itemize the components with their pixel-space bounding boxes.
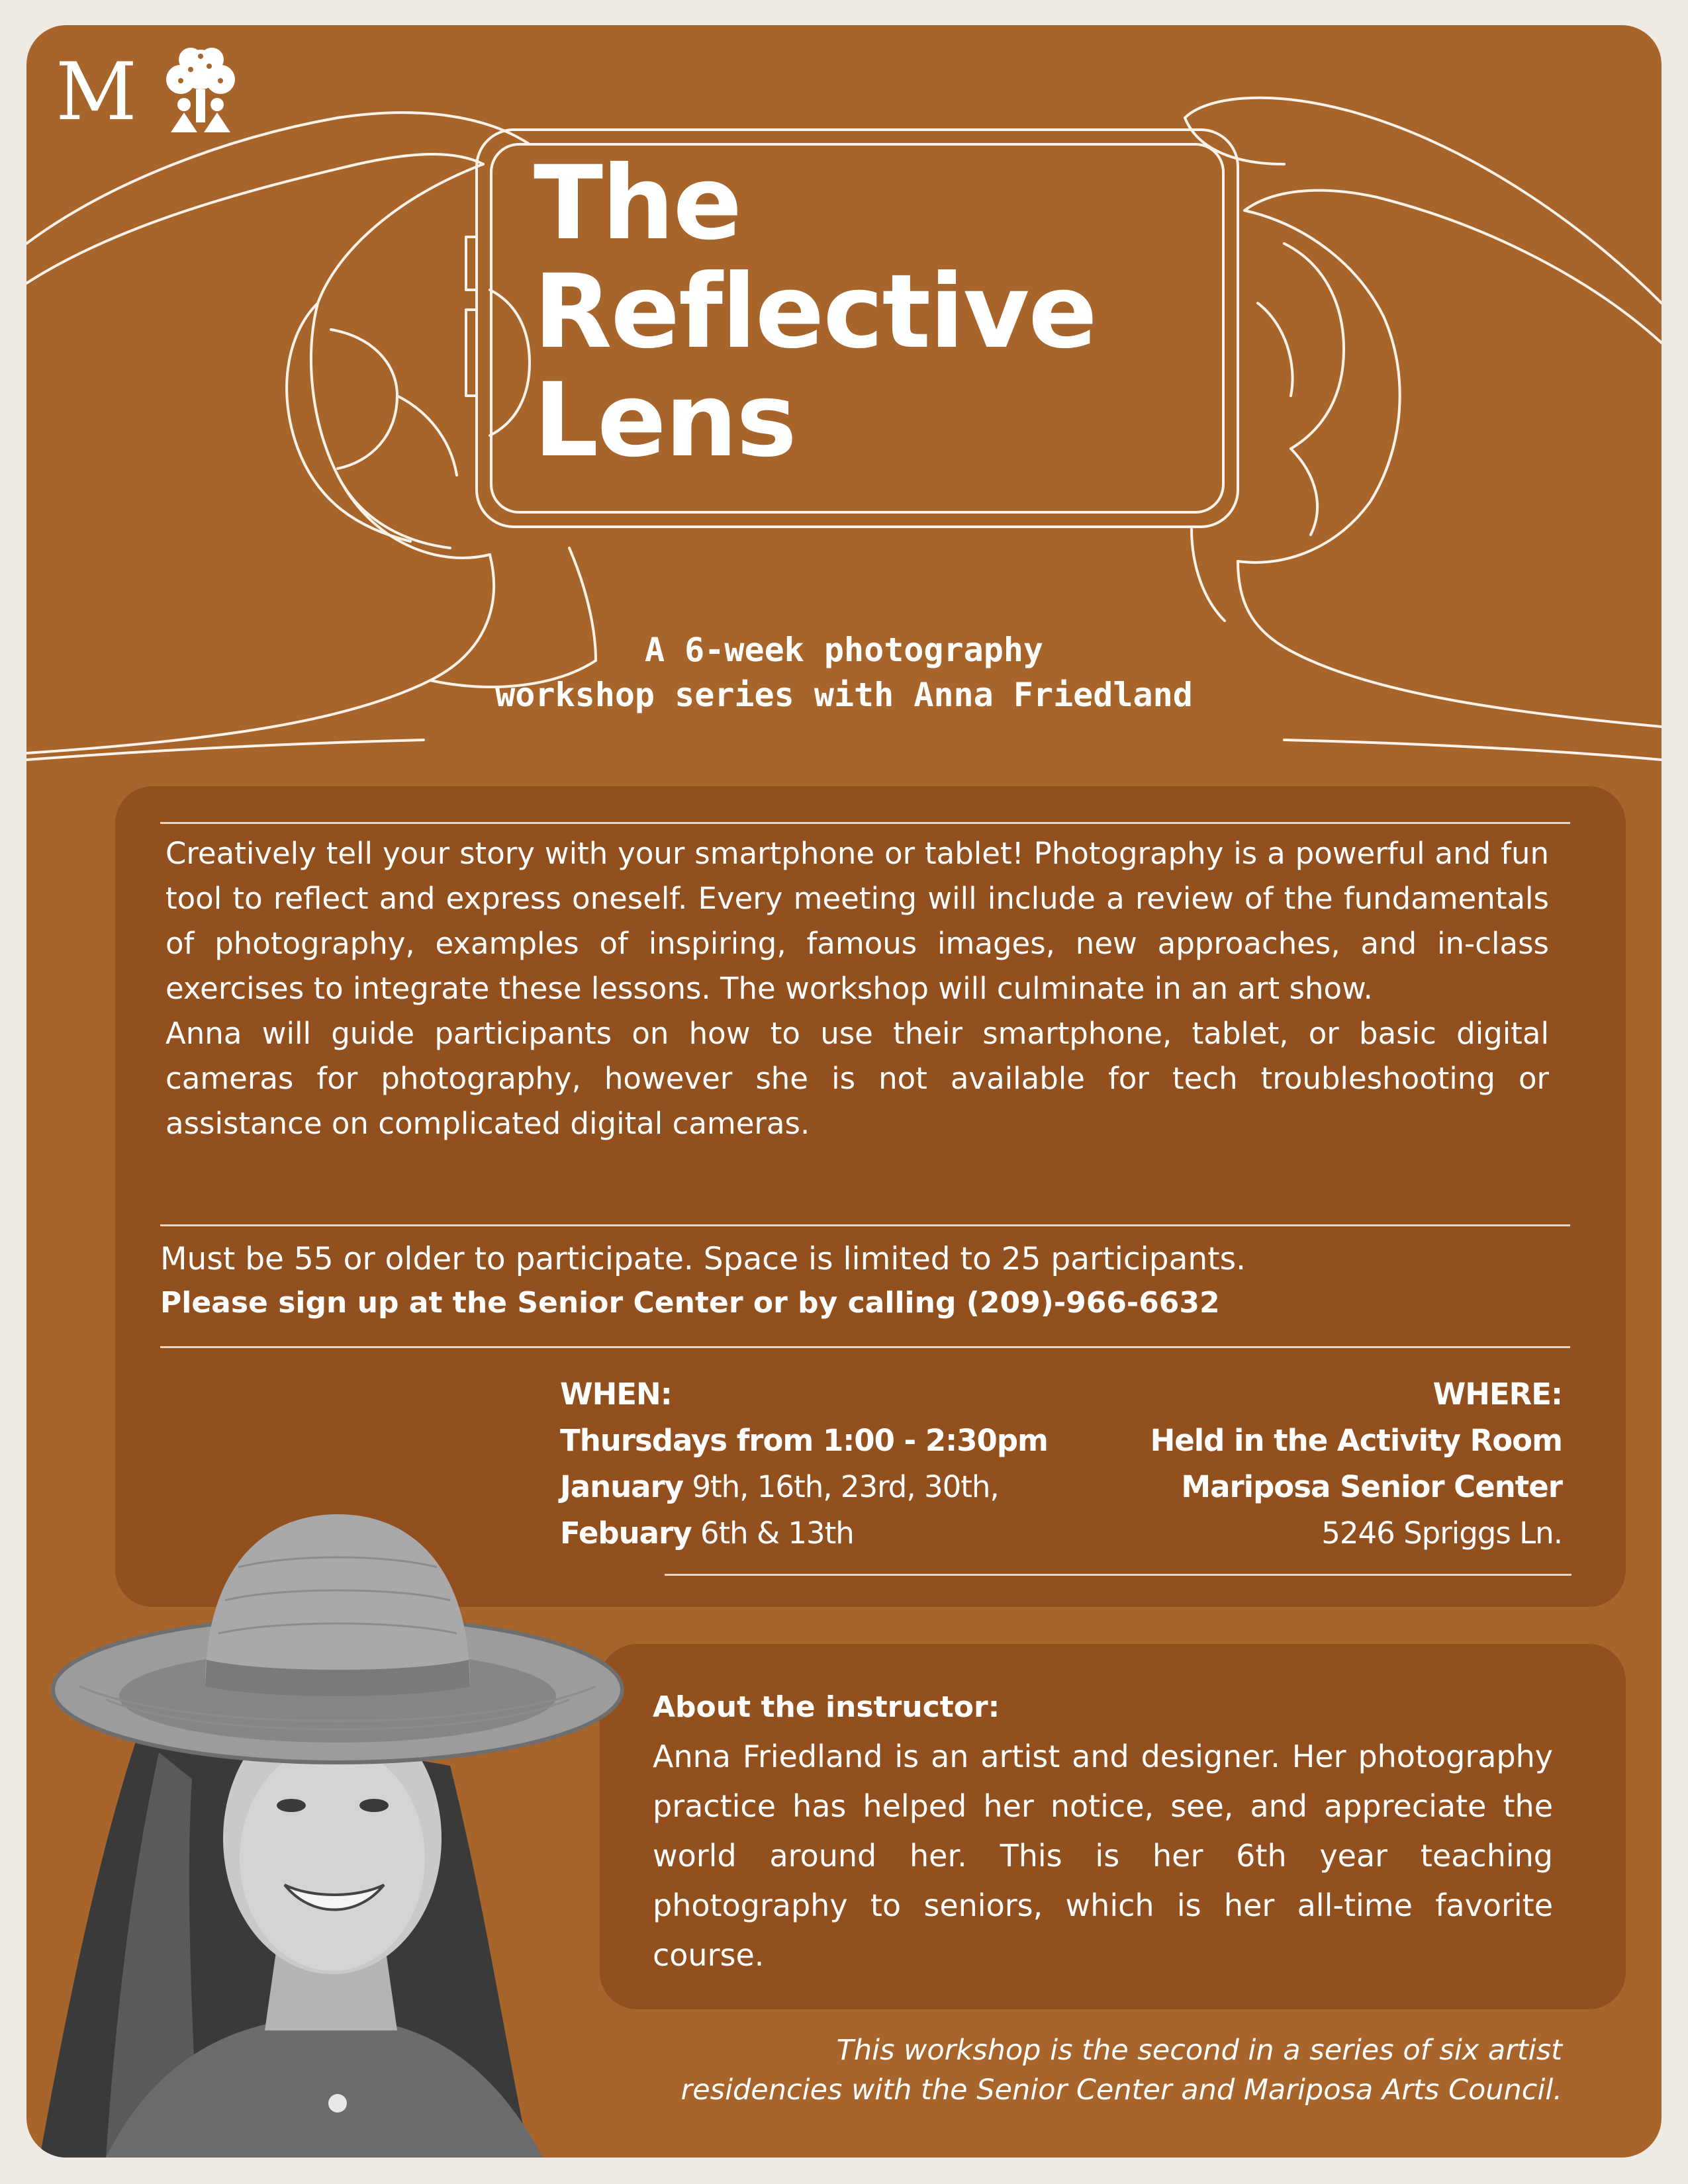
footer-line-1: This workshop is the second in a series of six artist xyxy=(836,2034,1562,2067)
signup-text: Please sign up at the Senior Center or by calling (209)-966-6632 xyxy=(160,1286,1220,1320)
when-month-2: Febuary xyxy=(560,1516,692,1551)
title-line-2: Reflective xyxy=(534,253,1096,371)
when-time: Thursdays from 1:00 - 2:30pm xyxy=(560,1423,1048,1458)
where-room: Held in the Activity Room xyxy=(1150,1423,1562,1458)
title-line-1: The xyxy=(534,144,741,263)
eligibility-section xyxy=(160,1238,1583,1325)
divider xyxy=(160,1346,1570,1348)
where-venue: Mariposa Senior Center xyxy=(1181,1469,1562,1504)
divider xyxy=(160,822,1570,824)
about-instructor xyxy=(653,1682,1553,1980)
footer-note xyxy=(437,2030,1562,2110)
footer-line-2: residencies with the Senior Center and Mariposa Arts Council. xyxy=(680,2073,1562,2107)
subtitle-line-2: workshop series with Anna Friedland xyxy=(495,676,1193,714)
title-line-3: Lens xyxy=(534,361,796,480)
eligibility-text: Must be 55 or older to participate. Space is limited to 25 participants. xyxy=(160,1241,1246,1277)
when-label: WHEN: xyxy=(560,1377,672,1412)
logo-letter: M xyxy=(56,46,137,138)
about-text: Anna Friedland is an artist and designer. Her photography practice has helped her notice, see, and appreciate the world around her. This is her 6th year teaching photography to seniors, which is her all-time favorite course. xyxy=(653,1739,1553,1973)
where-section xyxy=(1072,1371,1562,1557)
tree-people-icon xyxy=(151,40,250,139)
page-title xyxy=(534,144,1096,480)
divider xyxy=(665,1574,1571,1576)
when-month-1: January xyxy=(560,1469,684,1504)
description-paragraph-1: Creatively tell your story with your smartphone or tablet! Photography is a powerful and fun tool to reflect and express oneself. Every meeting will include a review of the fundamentals of photography, examples of inspiring, famous images, new approaches, and in-class exercises to integrate these lessons. The workshop will culminate in an art show. xyxy=(165,836,1549,1006)
when-days-2: 6th & 13th xyxy=(700,1516,854,1551)
when-days-1: 9th, 16th, 23rd, 30th, xyxy=(692,1469,999,1504)
flyer-card xyxy=(26,25,1662,2158)
about-heading: About the instructor: xyxy=(653,1690,1000,1724)
subtitle-line-1: A 6-week photography xyxy=(644,631,1044,669)
subtitle xyxy=(26,627,1662,717)
divider xyxy=(160,1224,1570,1226)
where-label: WHERE: xyxy=(1432,1377,1562,1412)
description-paragraph-2: Anna will guide participants on how to use their smartphone, tablet, or basic digital cameras for photography, however she is not available for tech troubleshooting or assistance on complicated digital cameras. xyxy=(165,1016,1549,1141)
where-address: 5246 Spriggs Ln. xyxy=(1321,1516,1562,1551)
workshop-description xyxy=(165,831,1549,1146)
